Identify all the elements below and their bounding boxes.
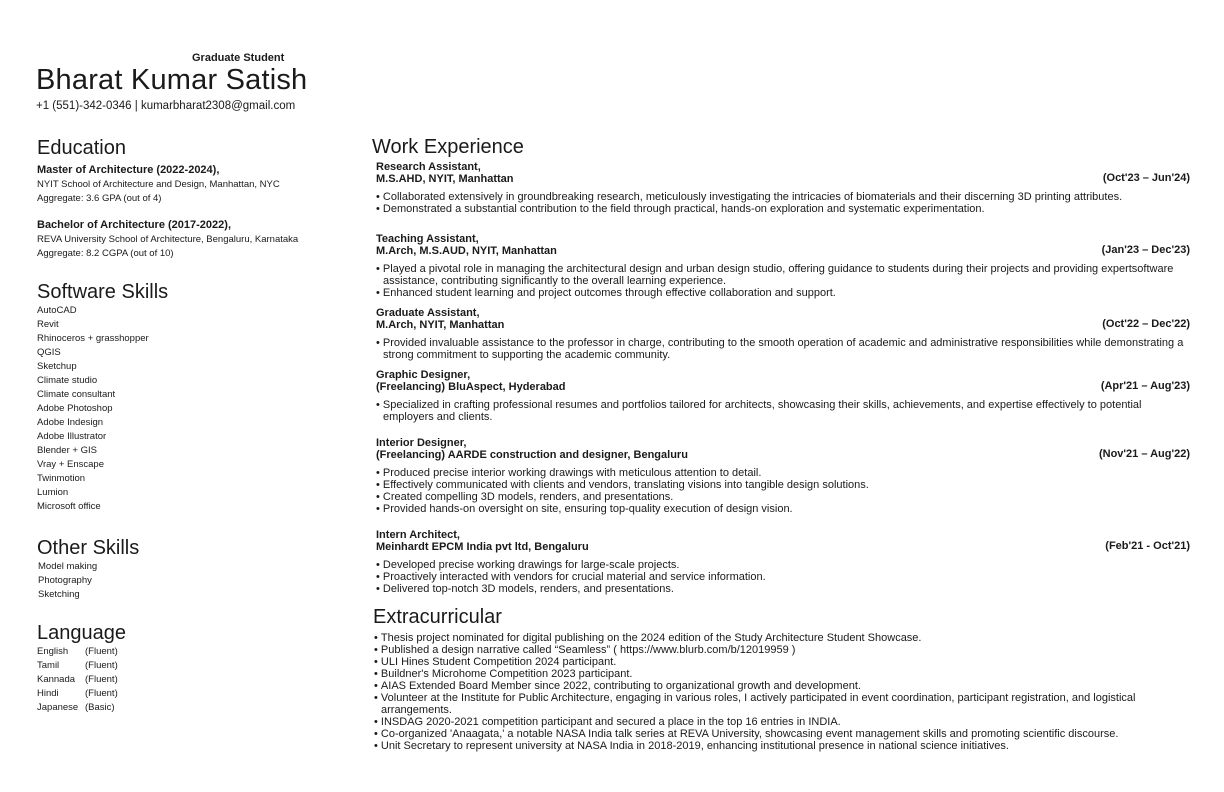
extracurricular-item: • Buildner's Microhome Competition 2023 participant. bbox=[374, 668, 1174, 680]
language-name: Kannada bbox=[37, 674, 76, 685]
job-organization: (Freelancing) BluAspect, Hyderabad bbox=[376, 381, 566, 393]
skill-item: Adobe Illustrator bbox=[37, 431, 107, 442]
language-level: (Basic) bbox=[85, 702, 115, 713]
job-bullet: • Effectively communicated with clients and vendors, translating visions into tangible design solutions. bbox=[376, 479, 1190, 491]
job-bullet: • Produced precise interior working drawings with meticulous attention to detail. bbox=[376, 467, 1190, 479]
work-entry bbox=[376, 307, 1190, 361]
education-degree: Bachelor of Architecture (2017-2022), bbox=[37, 219, 231, 231]
job-dates: (Jan'23 – Dec'23) bbox=[1101, 244, 1190, 256]
skill-item: Sketchup bbox=[37, 361, 77, 372]
skill-item: AutoCAD bbox=[37, 305, 77, 316]
language-name: Hindi bbox=[37, 688, 59, 699]
skill-item: Sketching bbox=[38, 589, 80, 600]
education-heading: Education bbox=[37, 137, 126, 159]
other-skills-list bbox=[37, 560, 139, 602]
education-section bbox=[37, 137, 298, 261]
skill-item: Climate studio bbox=[37, 375, 98, 386]
education-school: REVA University School of Architecture, Bengaluru, Karnataka bbox=[37, 234, 299, 245]
language-name: Japanese bbox=[37, 702, 79, 713]
education-school: NYIT School of Architecture and Design, Manhattan, NYC bbox=[37, 179, 280, 190]
language-section bbox=[37, 622, 126, 715]
job-dates: (Nov'21 – Aug'22) bbox=[1098, 448, 1190, 460]
skill-item: Revit bbox=[37, 319, 59, 330]
job-bullet: • Played a pivotal role in managing the architectural design and urban design studio, offering guidance to students during their projects and providing expertsoftware assistance, contributing significantly to the overall learning experience. bbox=[376, 263, 1190, 287]
extracurricular-item: • Thesis project nominated for digital publishing on the 2024 edition of the Study Architecture Student Showcase. bbox=[374, 632, 1174, 644]
skill-item: Adobe Photoshop bbox=[37, 403, 113, 414]
job-bullets bbox=[376, 467, 1190, 515]
education-entry bbox=[37, 163, 298, 206]
language-row bbox=[37, 701, 126, 715]
job-bullet: • Provided invaluable assistance to the professor in charge, contributing to the smooth operation of academic and administrative responsibilities while demonstrating a strong commitment to supporting the academic community. bbox=[376, 337, 1190, 361]
work-entry bbox=[376, 369, 1190, 423]
skill-item: Lumion bbox=[37, 487, 69, 498]
education-degree: Master of Architecture (2022-2024), bbox=[37, 164, 220, 176]
language-row bbox=[37, 645, 126, 659]
job-bullet: • Proactively interacted with vendors for crucial material and service information. bbox=[376, 571, 1190, 583]
job-bullet: • Collaborated extensively in groundbreaking research, meticulously investigating the intricacies of biomaterials and their discerning 3D printing attributes. bbox=[376, 191, 1190, 203]
work-experience-heading: Work Experience bbox=[372, 136, 524, 158]
job-organization: M.Arch, M.S.AUD, NYIT, Manhattan bbox=[376, 245, 557, 257]
job-bullets bbox=[376, 191, 1190, 215]
education-aggregate: Aggregate: 8.2 CGPA (out of 10) bbox=[37, 248, 174, 259]
job-bullet: • Created compelling 3D models, renders, and presentations. bbox=[376, 491, 1190, 503]
skill-item: Climate consultant bbox=[37, 389, 116, 400]
extracurricular-heading: Extracurricular bbox=[373, 606, 502, 628]
job-bullet: • Enhanced student learning and project outcomes through effective collaboration and support. bbox=[376, 287, 1190, 299]
job-bullet: • Developed precise working drawings for large-scale projects. bbox=[376, 559, 1190, 571]
skill-item: QGIS bbox=[37, 347, 61, 358]
job-dates: (Oct'23 – Jun'24) bbox=[1102, 172, 1190, 184]
extracurricular-item: • Volunteer at the Institute for Public Architecture, engaging in various roles, I actively participated in event coordination, participant registration, and logistical arrangements. bbox=[374, 692, 1174, 716]
job-organization: (Freelancing) AARDE construction and designer, Bengaluru bbox=[376, 449, 688, 461]
skill-item: Vray + Enscape bbox=[37, 459, 104, 470]
work-entry bbox=[376, 529, 1190, 595]
extracurricular-item: • AIAS Extended Board Member since 2022, contributing to organizational growth and development. bbox=[374, 680, 1174, 692]
job-title: Interior Designer, bbox=[376, 437, 467, 449]
language-list bbox=[37, 645, 126, 715]
education-entry bbox=[37, 218, 298, 261]
job-dates: (Oct'22 – Dec'22) bbox=[1102, 318, 1190, 330]
job-dates: (Feb'21 - Oct'21) bbox=[1105, 540, 1190, 552]
language-row bbox=[37, 687, 126, 701]
candidate-name: Bharat Kumar Satish bbox=[36, 64, 308, 96]
language-level: (Fluent) bbox=[85, 660, 118, 671]
language-level: (Fluent) bbox=[85, 646, 118, 657]
skill-item: Photography bbox=[38, 575, 92, 586]
job-title: Research Assistant, bbox=[376, 161, 481, 173]
job-bullets bbox=[376, 337, 1190, 361]
extracurricular-item: • Unit Secretary to represent university at NASA India in 2018-2019, enhancing institutional presence in national science initiatives. bbox=[374, 740, 1174, 752]
language-name: Tamil bbox=[37, 660, 60, 671]
job-dates: (Apr'21 – Aug'23) bbox=[1100, 380, 1190, 392]
job-bullets bbox=[376, 559, 1190, 595]
skill-item: Rhinoceros + grasshopper bbox=[37, 333, 149, 344]
skill-item: Model making bbox=[38, 561, 98, 572]
job-title: Graduate Assistant, bbox=[376, 307, 480, 319]
other-skills-section bbox=[37, 537, 139, 602]
job-organization: Meinhardt EPCM India pvt ltd, Bengaluru bbox=[376, 541, 589, 553]
job-title: Intern Architect, bbox=[376, 529, 460, 541]
skill-item: Adobe Indesign bbox=[37, 417, 104, 428]
extracurricular-item: • Co-organized 'Anaagata,' a notable NASA India talk series at REVA University, showcasing event management skills and promoting scientific discourse. bbox=[374, 728, 1174, 740]
extracurricular-item: • INSDAG 2020-2021 competition participant and secured a place in the top 16 entries in INDIA. bbox=[374, 716, 1174, 728]
extracurricular-item: • Published a design narrative called “Seamless” ( https://www.blurb.com/b/12019959 ) bbox=[374, 644, 1174, 656]
language-row bbox=[37, 673, 126, 687]
job-organization: M.S.AHD, NYIT, Manhattan bbox=[376, 173, 514, 185]
language-name: English bbox=[37, 646, 69, 657]
language-heading: Language bbox=[37, 622, 126, 644]
work-entry bbox=[376, 161, 1190, 215]
header-subtitle: Graduate Student bbox=[192, 52, 285, 64]
job-bullets bbox=[376, 399, 1190, 423]
job-organization: M.Arch, NYIT, Manhattan bbox=[376, 319, 505, 331]
job-bullet: • Specialized in crafting professional resumes and portfolios tailored for architects, showcasing their skills, achievements, and expertise effectively to potential employers and clients. bbox=[376, 399, 1190, 423]
job-bullet: • Provided hands-on oversight on site, ensuring top-quality execution of design vision. bbox=[376, 503, 1190, 515]
education-aggregate: Aggregate: 3.6 GPA (out of 4) bbox=[37, 193, 162, 204]
job-title: Graphic Designer, bbox=[376, 369, 471, 381]
work-entry bbox=[376, 437, 1190, 515]
job-bullet: • Demonstrated a substantial contribution to the field through practical, hands-on exploration and systematic experimentation. bbox=[376, 203, 1190, 215]
extracurricular-item: • ULI Hines Student Competition 2024 participant. bbox=[374, 656, 1174, 668]
software-skills-section bbox=[37, 281, 168, 514]
language-level: (Fluent) bbox=[85, 674, 118, 685]
language-level: (Fluent) bbox=[85, 688, 118, 699]
skill-item: Microsoft office bbox=[37, 501, 101, 512]
extracurricular-list bbox=[374, 632, 1174, 752]
language-row bbox=[37, 659, 126, 673]
job-title: Teaching Assistant, bbox=[376, 233, 479, 245]
software-skills-list bbox=[37, 304, 168, 514]
software-skills-heading: Software Skills bbox=[37, 281, 169, 303]
skill-item: Blender + GIS bbox=[37, 445, 97, 456]
job-bullets bbox=[376, 263, 1190, 299]
skill-item: Twinmotion bbox=[37, 473, 86, 484]
other-skills-heading: Other Skills bbox=[37, 537, 140, 559]
contact-info: +1 (551)-342-0346 | kumarbharat2308@gmail.com bbox=[36, 100, 296, 112]
job-bullet: • Delivered top-notch 3D models, renders, and presentations. bbox=[376, 583, 1190, 595]
work-entry bbox=[376, 233, 1190, 299]
